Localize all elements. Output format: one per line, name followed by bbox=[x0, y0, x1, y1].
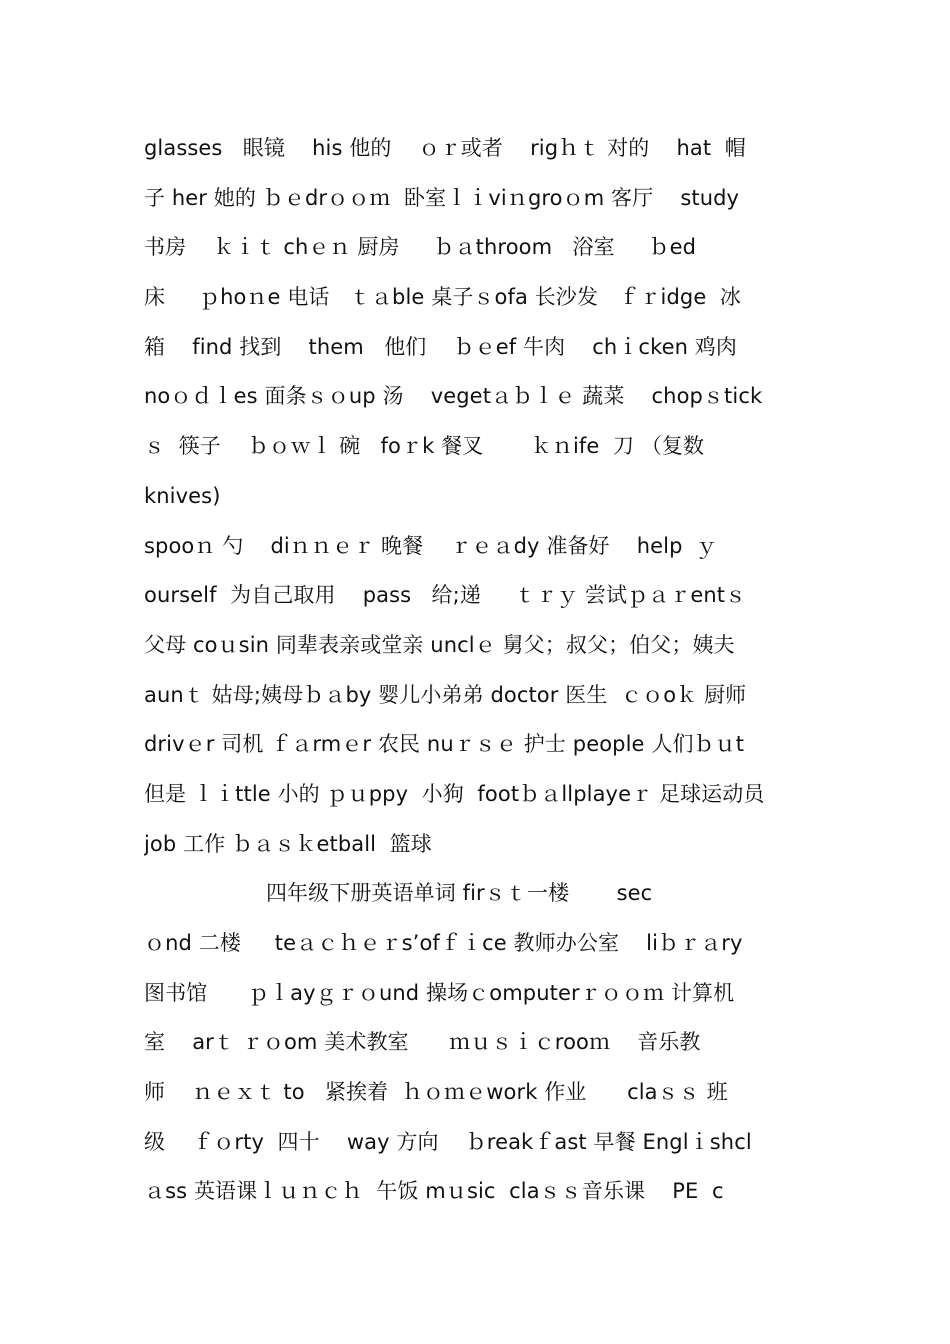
text-line: 室 arｔ ｒｏom 美术教室 ｍｕｓｉｃrooｍ 音乐教 bbox=[144, 1030, 701, 1055]
text-line: 床 ｐhoｎe 电话 ｔａble 桌子ｓofa 长沙发 ｆｒidge 冰 bbox=[144, 285, 741, 310]
text-line: 书房 ｋｉｔ chｅｎ 厨房 ｂａthroom 浴室 ｂed bbox=[144, 235, 697, 260]
text-line: ｓ 筷子 ｂｏｗｌ 碗 foｒk 餐叉 ｋｎife 刀 （复数 bbox=[144, 434, 705, 459]
section-heading-line: 四年级下册英语单词 firｓｔ一楼 sec bbox=[144, 881, 653, 906]
text-line: 子 her 她的 ｂｅdrｏｏｍ 卧室ｌｉviｎgroｏm 客厅 study bbox=[144, 185, 740, 210]
text-line: 箱 find 找到 them 他们 ｂｅef 牛肉 chｉcken 鸡肉 bbox=[144, 334, 737, 359]
text-line: aunｔ 姑母;姨母ｂａby 婴儿小弟弟 doctor 医生 ｃｏoｋ 厨师 bbox=[144, 682, 747, 707]
text-line: job 工作 ｂａｓｋetball 篮球 bbox=[144, 831, 432, 856]
text-line: 父母 coｕsin 同辈表亲或堂亲 unclｅ 舅父；叔父；伯父；姨夫 bbox=[144, 632, 735, 657]
text-line: knives) bbox=[144, 483, 221, 508]
text-line: 但是 ｌｉttle 小的 ｐｕppy 小狗 footｂａllplayeｒ 足球运动员 bbox=[144, 781, 765, 806]
text-line: drivｅr 司机 ｆａrmｅr 农民 nuｒｓｅ 护士 people 人们ｂｕt bbox=[144, 732, 745, 757]
vocabulary-text bbox=[144, 124, 806, 1217]
text-line: 级 ｆｏrty 四十 way 方向 ｂreakｆast 早餐 Englｉshcl bbox=[144, 1129, 752, 1154]
text-line: 图书馆 ｐｌayｇｒｏund 操场ｃomputerｒｏｏｍ 计算机 bbox=[144, 980, 735, 1005]
text-line: glasses 眼镜 his 他的 ｏｒ或者 rigｈｔ 对的 hat 帽 bbox=[144, 136, 746, 160]
text-line: ourself 为自己取用 pass 给;递 ｔｒｙ 尝试ｐａｒentｓ bbox=[144, 583, 747, 608]
text-line: 师 ｎｅｘｔ to 紧挨着 ｈｏｍｅwork 作业 claｓｓ 班 bbox=[144, 1080, 728, 1105]
text-line: ｏnd 二楼 teａｃｈｅｒs’ofｆｉce 教师办公室 liｂｒａry bbox=[144, 931, 743, 955]
text-line: spooｎ 勺 diｎｎｅｒ 晚餐 ｒｅａdy 准备好 help ｙ bbox=[144, 533, 718, 558]
text-line: ａss 英语课ｌｕｎｃｈ 午饭 mｕsic claｓｓ音乐课 PE c bbox=[144, 1179, 724, 1204]
text-line: noｏｄｌes 面条ｓｏup 汤 vegetａｂｌｅ 蔬菜 chopｓtick bbox=[144, 384, 763, 409]
